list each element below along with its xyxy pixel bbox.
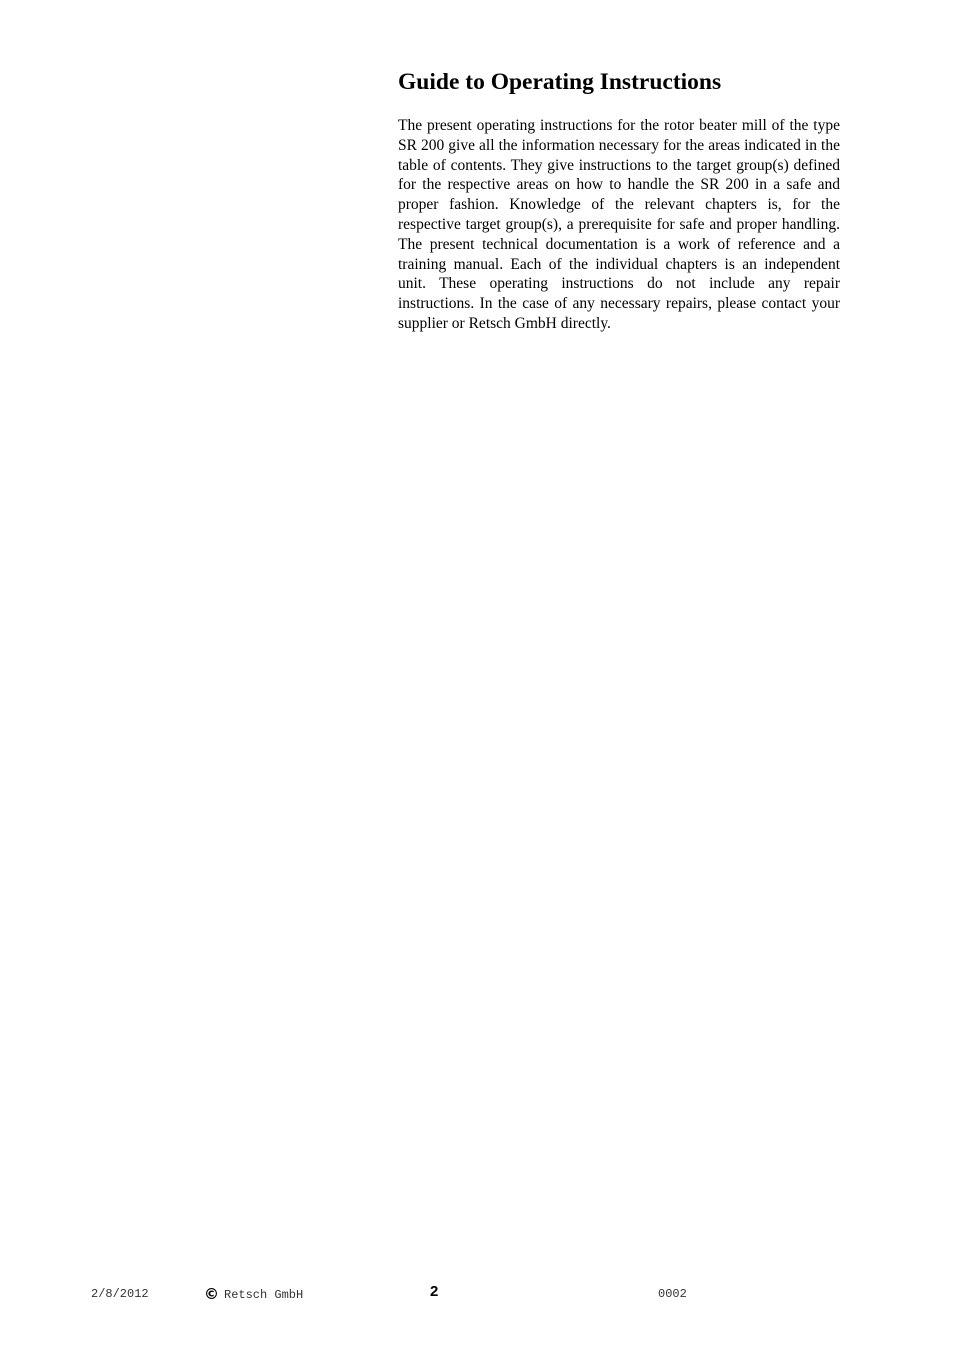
footer-copyright-text: Retsch GmbH — [224, 1288, 304, 1302]
copyright-icon: © — [204, 1285, 219, 1303]
footer-document-code: 0002 — [658, 1287, 687, 1301]
footer-copyright — [204, 1286, 303, 1303]
intro-paragraph: The present operating instructions for the rotor beater mill of the type SR 200 give all the information necessary for the areas indicated in the table of contents. They give instructions to the target group(s) defined for the respective areas on how to handle the SR 200 in a safe and proper fashion. Knowledge of the relevant chapters is, for the respective target group(s), a prerequisite for safe and proper handling. The present technical documentation is a work of reference and a training manual. Each of the individual chapters is an independent unit. These operating instructions do not include any repair instructions. In the case of any necessary repairs, please contact your supplier or Retsch GmbH directly. — [398, 117, 840, 332]
page-title: Guide to Operating Instructions — [398, 69, 722, 95]
footer-page-number: 2 — [430, 1283, 439, 1300]
footer-date: 2/8/2012 — [91, 1287, 149, 1301]
